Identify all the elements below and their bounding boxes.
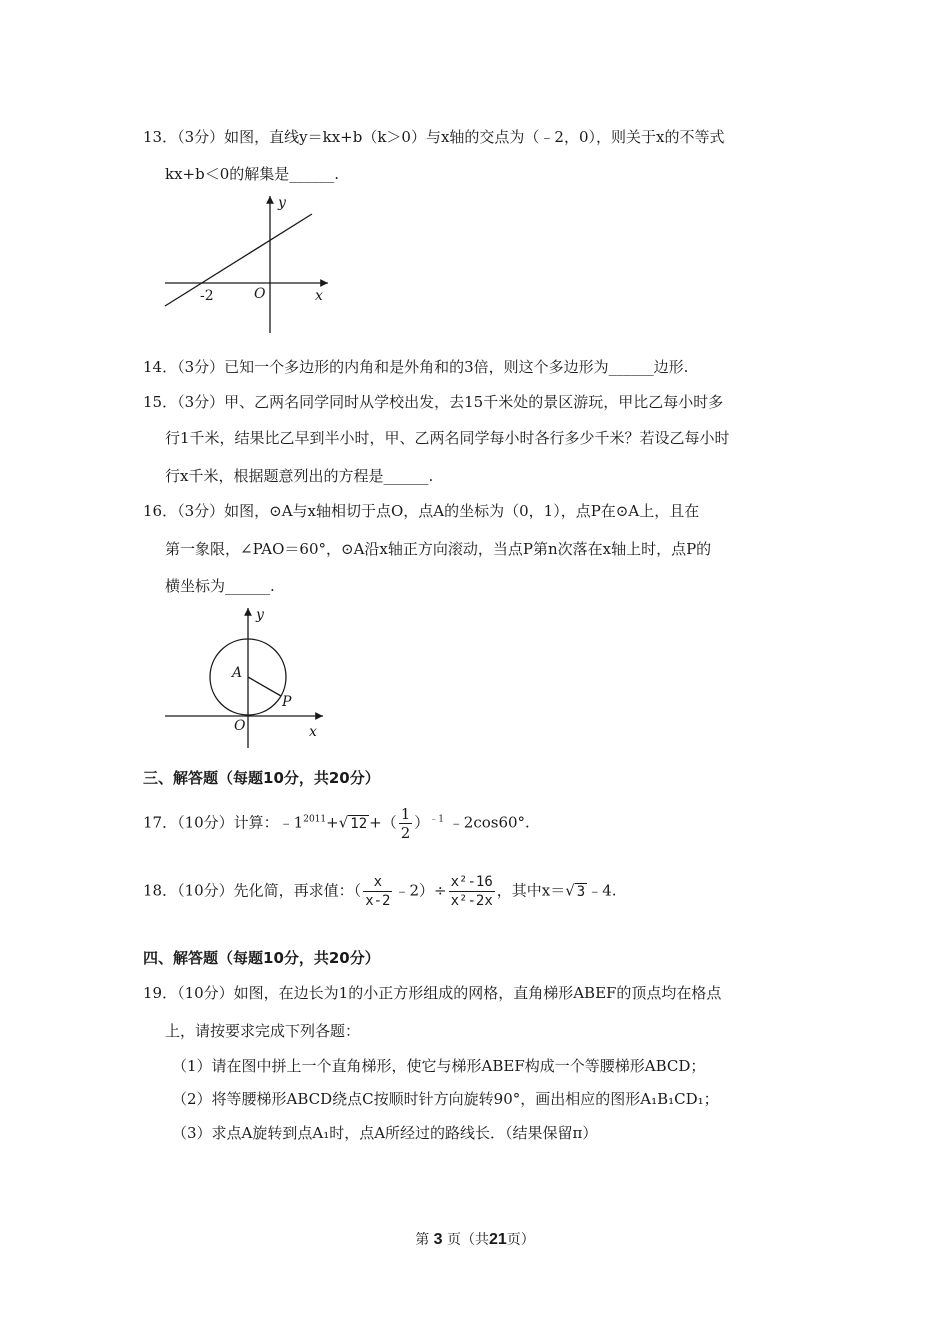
q17-expression: 17．（10分）计算：$﹣1^{2011}+√$ 12 +（ $\frac{1}{2}$ ）$^{﹣1}$ ﹣2cos60°. xyxy=(143,805,530,842)
neg2-label: -2 xyxy=(200,288,214,304)
q15-line3: 行x千米，根据题意列出的方程是______. xyxy=(165,467,434,485)
q15-line1: 15．（3分）甲、乙两名同学同时从学校出发，去15千米处的景区游玩，甲比乙每小时多 xyxy=(143,393,724,411)
q14-text: 14．（3分）已知一个多边形的内角和是外角和的3倍，则这个多边形为______边形. xyxy=(143,358,689,376)
q13-line1: 13．（3分）如图，直线y＝kx+b（k＞0）与x轴的交点为（﹣2，0），则关于x的不等式 xyxy=(143,128,725,146)
q13-line2: kx+b＜0的解集是______. xyxy=(165,165,340,183)
q13-figure xyxy=(160,190,340,340)
frac-x2-16-over-x2-2x: $\frac{\text{x²-16}}{\text{x²-2x}}$ xyxy=(450,874,493,909)
q19-line1: 19．（10分）如图，在边长为1的小正方形组成的网格，直角梯形ABEF的顶点均在格点 xyxy=(143,984,722,1002)
segment-ap xyxy=(248,677,281,696)
y-label: y xyxy=(256,607,264,623)
x-label: x xyxy=(309,724,317,740)
section3-heading: 三、解答题（每题10分，共20分） xyxy=(143,769,380,787)
point-p-label: P xyxy=(282,694,292,710)
line-y-kx-b xyxy=(165,214,312,306)
origin-label: O xyxy=(234,718,246,734)
q19-line2: 上，请按要求完成下列各题： xyxy=(165,1022,361,1040)
section4-heading: 四、解答题（每题10分，共20分） xyxy=(143,949,380,967)
page-footer: 第 3 页（共21页） xyxy=(415,1231,535,1248)
y-label: y xyxy=(278,195,286,211)
q16-line3: 横坐标为______. xyxy=(165,577,275,595)
q19-item2: （2）将等腰梯形ABCD绕点C按顺时针方向旋转90°，画出相应的图形A₁B₁CD₁； xyxy=(172,1090,719,1108)
origin-label: O xyxy=(254,286,266,302)
q19-item3: （3）求点A旋转到点A₁时，点A所经过的路线长．（结果保留π） xyxy=(172,1124,598,1142)
x-label: x xyxy=(315,288,323,304)
point-a-label: A xyxy=(232,665,243,681)
total-page-count: 21 xyxy=(489,1231,507,1248)
current-page-number: 3 xyxy=(433,1231,443,1248)
frac-one-half: $\frac{1}{2}$ xyxy=(400,805,411,842)
q16-line2: 第一象限，∠PAO＝60°，⊙A沿x轴正方向滚动，当点P第n次落在x轴上时，点P的 xyxy=(165,540,712,558)
q19-item1: （1）请在图中拼上一个直角梯形，使它与梯形ABEF构成一个等腰梯形ABCD； xyxy=(172,1057,706,1075)
q16-figure xyxy=(160,602,340,752)
q16-line1: 16．（3分）如图，⊙A与x轴相切于点O，点A的坐标为（0，1），点P在⊙A上，且在 xyxy=(143,502,700,520)
frac-x-over-x-minus-2: $\frac{x}{x-2}$ xyxy=(365,874,391,909)
q18-expression: 18．（10分）先化简，再求值：（ $\frac{x}{x-2}$ ﹣2）÷ $\frac{\text{x²-16}}{\text{x²-2x}}$ ，其中x＝√ 3 ﹣4. xyxy=(143,874,617,909)
q15-line2: 行1千米，结果比乙早到半小时，甲、乙两名同学每小时各行多少千米？若设乙每小时 xyxy=(165,429,730,447)
